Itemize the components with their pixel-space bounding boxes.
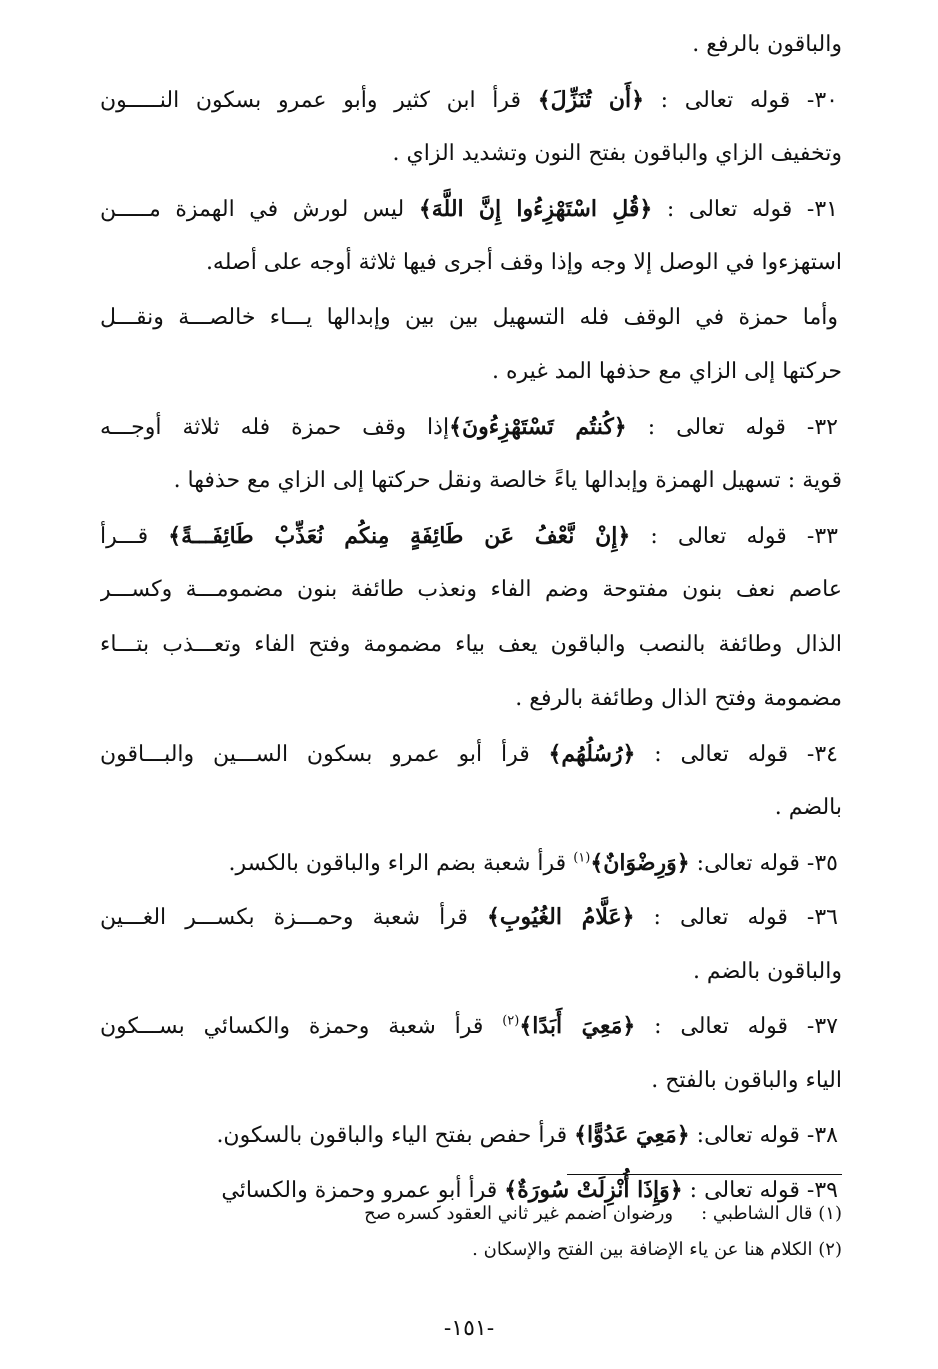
text-line: ٣٦- قوله تعالى : ﴿عَلَّامُ الغُيُوبِ﴾ قرأ شعبة وحمـــزة بكســـر الغـــين: [100, 904, 838, 930]
text-line: وتخفيف الزاي والباقون بفتح النون وتشديد الزاي .: [392, 141, 842, 166]
footnote-marker: (١): [573, 850, 591, 866]
quran-quote: ﴿قُلِ اسْتَهْزِءُوا إِنَّ اللَّهَ﴾: [418, 195, 653, 222]
text-line: ٣٨- قوله تعالى: ﴿مَعِيَ عَدُوًّا﴾ قرأ حفص بفتح الياء والباقون بالسكون.: [216, 1122, 838, 1148]
text-line: والباقون بالرفع .: [692, 32, 842, 57]
text-line: ٣٠- قوله تعالى : ﴿أَن تُنَزِّلَ﴾ قرأ ابن كثير وأبو عمرو بسكون النـــــون: [100, 86, 838, 113]
text-line: حركتها إلى الزاي مع حذفها المد غيره .: [492, 359, 842, 384]
footnote-2: (٢) الكلام هنا عن ياء الإضافة بين الفتح والإسكان .: [472, 1239, 842, 1260]
quran-quote: ﴿إِنْ نَّعْفُ عَن طَائِفَةٍ مِنكُم نُعَذِّبْ طَائِفَـــةً﴾: [168, 522, 631, 549]
text-line: استهزءوا في الوصل إلا وجه وإذا وقف أجرى فيها ثلاثة أوجه على أصله.: [205, 250, 842, 275]
text-line: الذال وطائفة بالنصب والباقون يعف بياء مضمومة وفتح الفاء وتعـــذب بتـــاء: [100, 631, 842, 657]
quran-quote: ﴿عَلَّامُ الغُيُوبِ﴾: [486, 904, 635, 930]
text-line: ٣٣- قوله تعالى : ﴿إِنْ نَّعْفُ عَن طَائِفَةٍ مِنكُم نُعَذِّبْ طَائِفَـــةً﴾ قـــرأ: [100, 522, 838, 549]
text-line: ٣١- قوله تعالى : ﴿قُلِ اسْتَهْزِءُوا إِنَّ اللَّهَ﴾ ليس لورش في الهمزة مـــــن: [100, 195, 838, 222]
text-line: ٣٩- قوله تعالى : ﴿وَإِذَا أُنْزِلَتْ سُورَةٌ﴾ قرأ أبو عمرو وحمزة والكسائي: [221, 1176, 838, 1203]
text-line: قوية : تسهيل الهمزة وإبدالها ياءً خالصة ونقل حركتها إلى الزاي مع حذفها .: [173, 468, 842, 493]
text-line: والباقون بالضم .: [692, 958, 842, 984]
main-text: [100, 18, 842, 1217]
text-line: بالضم .: [774, 795, 842, 820]
footnotes: [100, 1196, 842, 1268]
quran-quote: ﴿مَعِيَ أَبَدًا﴾: [519, 1013, 636, 1039]
footnote-1: (١) قال الشاطبي :ورضوان اضمم غير ثاني العقود كسره صح: [364, 1203, 842, 1224]
quran-quote: ﴿كُنتُم تَسْتَهْزِءُونَ﴾: [449, 413, 627, 440]
quran-quote: ﴿وَإِذَا أُنْزِلَتْ سُورَةٌ﴾: [504, 1176, 683, 1203]
text-line: الياء والباقون بالفتح .: [651, 1067, 842, 1093]
text-line: مضمومة وفتح الذال وطائفة بالرفع .: [515, 686, 842, 711]
quran-quote: ﴿مَعِيَ عَدُوًّا﴾: [574, 1122, 690, 1148]
text-line: ٣٥- قوله تعالى: ﴿وَرِضْوَانٌ﴾$^{(١)}$ قرأ شعبة بضم الراء والباقون بالكسر.: [228, 849, 838, 876]
quran-quote: ﴿رُسُلُهُم﴾: [548, 740, 636, 767]
text-line: ٣٢- قوله تعالى : ﴿كُنتُم تَسْتَهْزِءُونَ﴾إذا وقف حمزة فله ثلاثة أوجـــه: [100, 413, 838, 440]
page-number: -١٥١-: [443, 1316, 495, 1341]
text-line: وأما حمزة في الوقف فله التسهيل بين بين وإبدالها يـــاء خالصـــة ونقـــل: [100, 304, 838, 330]
footnote-divider: [567, 1174, 842, 1175]
footnote-marker: (٢): [502, 1013, 520, 1029]
quran-quote: ﴿وَرِضْوَانٌ﴾: [590, 849, 690, 876]
text-line: ٣٧- قوله تعالى : ﴿مَعِيَ أَبَدًا﴾$^{(٢)}$ قرأ شعبة وحمزة والكسائي بســـكون: [100, 1013, 838, 1039]
text-line: عاصم نعف بنون مفتوحة وضم الفاء ونعذب طائفة بنون مضمومـــة وكســـر: [100, 577, 842, 602]
text-line: ٣٤- قوله تعالى : ﴿رُسُلُهُم﴾ قرأ أبو عمرو بسكون الســـين والبـــاقون: [100, 740, 838, 767]
quran-quote: ﴿أَن تُنَزِّلَ﴾: [537, 86, 644, 113]
